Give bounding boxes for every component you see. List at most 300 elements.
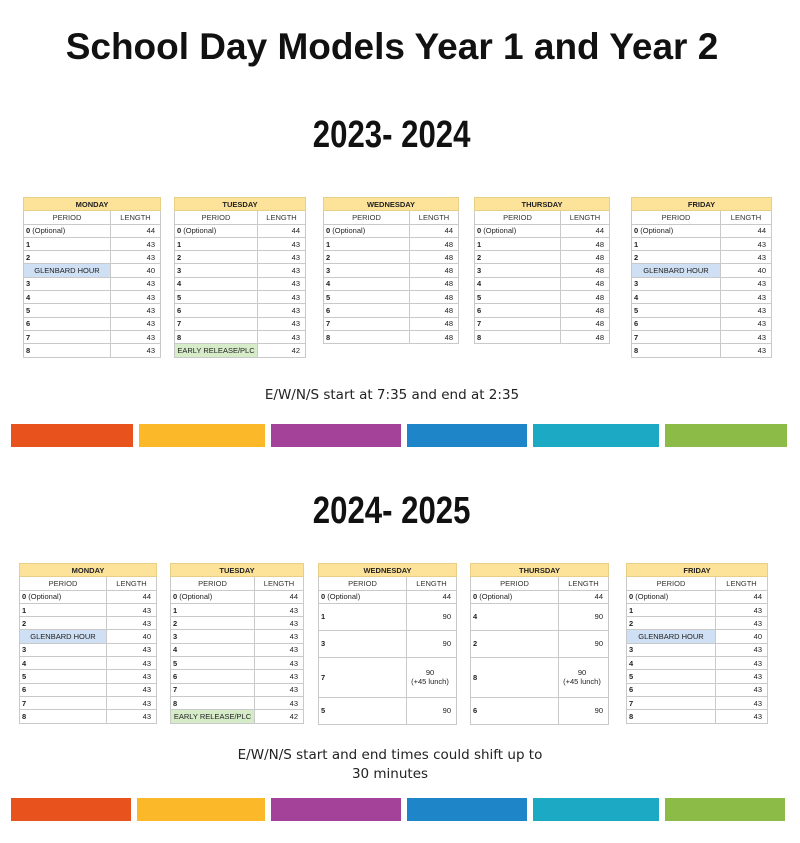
table-row — [319, 657, 457, 697]
period-column-header: PERIOD — [324, 211, 410, 224]
length-cell: 40 — [716, 630, 768, 643]
length-cell: 43 — [721, 237, 772, 250]
table-row — [627, 696, 768, 709]
length-cell: 43 — [111, 251, 161, 264]
table-row — [171, 643, 304, 656]
table-row — [24, 344, 161, 357]
period-number: 1 — [629, 605, 634, 615]
period-cell — [627, 710, 716, 723]
length-cell: 43 — [107, 603, 157, 616]
table-row — [632, 344, 772, 357]
period-number: 4 — [477, 279, 482, 289]
length-cell: 43 — [716, 670, 768, 683]
page-title: School Day Models Year 1 and Year 2 — [65, 26, 719, 67]
period-number: 2 — [26, 252, 31, 262]
period-number: 0 — [173, 592, 178, 602]
table-row — [627, 590, 768, 603]
table-row — [471, 697, 609, 724]
length-column-header: LENGTH — [407, 577, 457, 590]
period-cell — [475, 251, 561, 264]
length-cell — [407, 657, 457, 697]
period-number: 0 — [326, 226, 331, 236]
period-number: 1 — [634, 239, 639, 249]
period-cell — [175, 330, 258, 343]
schedule-table-friday — [631, 197, 772, 358]
period-number: 8 — [173, 698, 178, 708]
period-cell — [324, 237, 410, 250]
schedule-table-friday — [626, 563, 768, 724]
early-release-cell: EARLY RELEASE/PLC — [175, 344, 258, 357]
schedule-table-thursday — [470, 563, 609, 725]
table-row — [475, 251, 610, 264]
period-number: 4 — [326, 279, 331, 289]
schedule-table-tuesday — [174, 197, 306, 358]
day-header: THURSDAY — [471, 564, 609, 577]
period-column-header: PERIOD — [319, 577, 407, 590]
length-column-header: LENGTH — [258, 211, 306, 224]
period-number: 3 — [629, 645, 634, 655]
period-number: 1 — [326, 239, 331, 249]
length-cell: 43 — [258, 330, 306, 343]
length-cell: 43 — [716, 603, 768, 616]
table-row — [20, 643, 157, 656]
schedule-table-monday — [23, 197, 161, 358]
lunch-note: (+45 lunch) — [563, 677, 601, 687]
glenbard-hour-cell: GLENBARD HOUR — [627, 630, 716, 643]
period-number: 2 — [22, 618, 27, 628]
length-cell: 43 — [716, 710, 768, 723]
period-number: 6 — [477, 306, 482, 316]
length-cell: 43 — [111, 277, 161, 290]
period-number: 8 — [26, 345, 31, 355]
length-cell: 43 — [721, 317, 772, 330]
length-cell: 43 — [258, 237, 306, 250]
period-cell — [20, 670, 107, 683]
period-number: 3 — [477, 266, 482, 276]
period-cell — [24, 317, 111, 330]
length-column-header: LENGTH — [559, 577, 609, 590]
period-cell — [324, 277, 410, 290]
day-header: FRIDAY — [627, 564, 768, 577]
period-number: 2 — [634, 252, 639, 262]
length-cell: 43 — [258, 277, 306, 290]
period-number: 0 — [321, 592, 326, 602]
length-cell: 43 — [255, 696, 304, 709]
period-cell — [24, 304, 111, 317]
length-cell: 90 — [559, 630, 609, 657]
period-number: 7 — [321, 672, 326, 682]
length-value: 90 — [577, 668, 587, 678]
optional-label: (Optional) — [325, 592, 361, 602]
period-cell — [324, 317, 410, 330]
table-row — [175, 344, 306, 357]
table-row — [171, 683, 304, 696]
table-row — [319, 630, 457, 657]
table-row — [175, 291, 306, 304]
period-cell — [24, 251, 111, 264]
color-bar-row-2 — [11, 798, 785, 821]
length-cell: 43 — [721, 251, 772, 264]
table-row — [171, 670, 304, 683]
table-row — [175, 237, 306, 250]
length-cell: 48 — [410, 237, 459, 250]
table-row — [319, 590, 457, 603]
table-row — [632, 264, 772, 277]
schedule-table-wednesday — [318, 563, 457, 725]
length-cell: 44 — [407, 590, 457, 603]
table-row — [632, 224, 772, 237]
period-cell — [20, 696, 107, 709]
period-number: 1 — [321, 612, 326, 622]
table-row — [175, 224, 306, 237]
length-value: 90 — [425, 668, 435, 678]
table-row — [20, 670, 157, 683]
optional-label: (Optional) — [181, 226, 217, 236]
length-cell: 43 — [721, 277, 772, 290]
color-bar-segment — [407, 798, 527, 821]
length-cell: 44 — [255, 590, 304, 603]
table-row — [175, 330, 306, 343]
lunch-note: (+45 lunch) — [411, 677, 449, 687]
period-number: 6 — [473, 706, 478, 716]
period-cell — [324, 291, 410, 304]
length-cell: 43 — [255, 657, 304, 670]
period-cell — [175, 264, 258, 277]
day-header: MONDAY — [24, 198, 161, 211]
period-number: 6 — [22, 685, 27, 695]
table-row — [475, 304, 610, 317]
length-cell: 48 — [410, 304, 459, 317]
period-number: 2 — [173, 618, 178, 628]
table-row — [171, 630, 304, 643]
length-cell: 44 — [561, 224, 610, 237]
optional-label: (Optional) — [26, 592, 62, 602]
optional-label: (Optional) — [330, 226, 366, 236]
optional-label: (Optional) — [477, 592, 513, 602]
schedule-table-monday — [19, 563, 157, 724]
day-header: WEDNESDAY — [324, 198, 459, 211]
table-row — [632, 277, 772, 290]
period-cell — [20, 657, 107, 670]
length-cell: 40 — [111, 264, 161, 277]
table-row — [20, 603, 157, 616]
period-cell — [471, 590, 559, 603]
period-number: 4 — [473, 612, 478, 622]
length-cell: 43 — [258, 317, 306, 330]
color-bar-segment — [271, 798, 401, 821]
period-cell — [171, 696, 255, 709]
period-cell — [324, 330, 410, 343]
length-cell: 48 — [410, 317, 459, 330]
length-cell: 43 — [107, 710, 157, 723]
period-number: 3 — [22, 645, 27, 655]
length-cell: 48 — [561, 264, 610, 277]
year2-heading: 2024- 2025 — [312, 490, 471, 532]
period-number: 5 — [22, 672, 27, 682]
period-cell — [20, 590, 107, 603]
table-row — [475, 264, 610, 277]
table-row — [24, 317, 161, 330]
period-number: 8 — [473, 672, 478, 682]
period-number: 7 — [326, 319, 331, 329]
schedule-table-thursday — [474, 197, 610, 344]
period-number: 1 — [26, 239, 31, 249]
length-cell: 48 — [561, 291, 610, 304]
table-row — [24, 330, 161, 343]
table-row — [20, 710, 157, 723]
table-row — [627, 617, 768, 630]
length-cell: 43 — [258, 264, 306, 277]
table-row — [24, 264, 161, 277]
period-cell — [175, 304, 258, 317]
period-number: 5 — [173, 658, 178, 668]
table-row — [20, 590, 157, 603]
color-bar-segment — [533, 424, 659, 447]
period-cell — [175, 224, 258, 237]
period-number: 6 — [326, 306, 331, 316]
table-row — [475, 330, 610, 343]
period-number: 4 — [177, 279, 182, 289]
period-number: 4 — [22, 658, 27, 668]
period-number: 2 — [326, 252, 331, 262]
length-cell: 43 — [716, 657, 768, 670]
period-cell — [24, 291, 111, 304]
length-cell: 44 — [107, 590, 157, 603]
table-row — [627, 657, 768, 670]
table-row — [627, 710, 768, 723]
length-cell: 43 — [111, 237, 161, 250]
table-row — [175, 251, 306, 264]
period-cell — [20, 683, 107, 696]
day-header: FRIDAY — [632, 198, 772, 211]
period-number: 2 — [177, 252, 182, 262]
length-cell: 90 — [407, 630, 457, 657]
length-cell: 43 — [255, 643, 304, 656]
period-cell — [475, 224, 561, 237]
color-bar-segment — [137, 798, 265, 821]
glenbard-hour-cell: GLENBARD HOUR — [24, 264, 111, 277]
table-row — [324, 224, 459, 237]
length-column-header: LENGTH — [255, 577, 304, 590]
length-cell: 48 — [410, 291, 459, 304]
period-cell — [319, 697, 407, 724]
table-row — [632, 304, 772, 317]
period-column-header: PERIOD — [475, 211, 561, 224]
length-cell: 43 — [716, 617, 768, 630]
length-cell: 43 — [107, 670, 157, 683]
period-cell — [632, 237, 721, 250]
length-cell: 48 — [561, 251, 610, 264]
period-cell — [175, 291, 258, 304]
length-cell: 43 — [716, 643, 768, 656]
period-number: 6 — [629, 685, 634, 695]
period-number: 5 — [177, 292, 182, 302]
period-cell — [632, 224, 721, 237]
table-row — [471, 603, 609, 630]
table-row — [324, 317, 459, 330]
table-row — [171, 710, 304, 723]
period-cell — [324, 304, 410, 317]
color-bar-segment — [665, 798, 785, 821]
table-row — [632, 330, 772, 343]
length-cell: 44 — [258, 224, 306, 237]
length-cell: 43 — [258, 251, 306, 264]
length-cell: 48 — [561, 317, 610, 330]
period-cell — [475, 330, 561, 343]
table-row — [24, 277, 161, 290]
period-number: 7 — [22, 698, 27, 708]
length-cell: 43 — [255, 630, 304, 643]
schedule-table-wednesday — [323, 197, 459, 344]
length-cell: 43 — [107, 643, 157, 656]
table-row — [627, 603, 768, 616]
length-cell — [559, 657, 609, 697]
length-cell: 90 — [407, 603, 457, 630]
period-cell — [627, 670, 716, 683]
length-cell: 90 — [559, 603, 609, 630]
period-cell — [319, 603, 407, 630]
period-cell — [175, 251, 258, 264]
table-row — [632, 237, 772, 250]
period-cell — [171, 603, 255, 616]
period-number: 0 — [22, 592, 27, 602]
period-cell — [171, 590, 255, 603]
table-row — [324, 330, 459, 343]
length-cell: 43 — [721, 291, 772, 304]
period-number: 8 — [634, 345, 639, 355]
optional-label: (Optional) — [481, 226, 517, 236]
period-number: 7 — [26, 332, 31, 342]
table-row — [471, 630, 609, 657]
length-cell: 43 — [107, 683, 157, 696]
optional-label: (Optional) — [633, 592, 669, 602]
period-number: 7 — [634, 332, 639, 342]
length-cell: 43 — [107, 617, 157, 630]
period-cell — [632, 277, 721, 290]
table-row — [324, 264, 459, 277]
period-number: 5 — [26, 306, 31, 316]
table-row — [475, 224, 610, 237]
period-cell — [627, 657, 716, 670]
length-cell: 43 — [721, 344, 772, 357]
length-cell: 43 — [721, 304, 772, 317]
length-column-header: LENGTH — [721, 211, 772, 224]
period-cell — [632, 330, 721, 343]
period-column-header: PERIOD — [627, 577, 716, 590]
period-cell — [175, 317, 258, 330]
color-bar-segment — [533, 798, 659, 821]
length-cell: 43 — [111, 330, 161, 343]
period-cell — [20, 643, 107, 656]
period-cell — [171, 643, 255, 656]
length-cell: 43 — [107, 657, 157, 670]
period-cell — [475, 277, 561, 290]
table-row — [324, 277, 459, 290]
optional-label: (Optional) — [30, 226, 66, 236]
table-row — [171, 696, 304, 709]
table-row — [20, 630, 157, 643]
period-number: 8 — [477, 332, 482, 342]
period-number: 2 — [629, 618, 634, 628]
day-header: THURSDAY — [475, 198, 610, 211]
period-number: 3 — [26, 279, 31, 289]
period-cell — [171, 670, 255, 683]
year2-note: E/W/N/S start and end times could shift up to 30 minutes — [237, 747, 543, 782]
length-cell: 43 — [111, 344, 161, 357]
length-column-header: LENGTH — [111, 211, 161, 224]
color-bar-segment — [11, 798, 131, 821]
length-cell: 43 — [111, 291, 161, 304]
period-cell — [324, 264, 410, 277]
period-number: 4 — [173, 645, 178, 655]
length-cell: 48 — [561, 277, 610, 290]
table-row — [319, 697, 457, 724]
table-row — [324, 291, 459, 304]
period-column-header: PERIOD — [171, 577, 255, 590]
period-cell — [627, 643, 716, 656]
period-number: 8 — [326, 332, 331, 342]
period-cell — [20, 603, 107, 616]
table-row — [627, 643, 768, 656]
period-column-header: PERIOD — [175, 211, 258, 224]
period-cell — [632, 291, 721, 304]
period-cell — [20, 710, 107, 723]
table-row — [324, 251, 459, 264]
length-cell: 48 — [561, 304, 610, 317]
period-cell — [20, 617, 107, 630]
period-number: 6 — [177, 306, 182, 316]
period-cell — [627, 617, 716, 630]
length-cell: 42 — [258, 344, 306, 357]
length-cell: 48 — [410, 264, 459, 277]
length-cell: 43 — [255, 603, 304, 616]
table-row — [324, 304, 459, 317]
period-number: 0 — [477, 226, 482, 236]
period-number: 3 — [634, 279, 639, 289]
period-number: 1 — [477, 239, 482, 249]
period-column-header: PERIOD — [24, 211, 111, 224]
table-row — [175, 277, 306, 290]
early-release-cell: EARLY RELEASE/PLC — [171, 710, 255, 723]
length-cell: 43 — [255, 683, 304, 696]
color-bar-segment — [271, 424, 401, 447]
length-cell: 44 — [716, 590, 768, 603]
period-cell — [171, 630, 255, 643]
period-number: 3 — [326, 266, 331, 276]
table-row — [319, 603, 457, 630]
color-bar-segment — [665, 424, 787, 447]
period-number: 4 — [629, 658, 634, 668]
table-row — [475, 237, 610, 250]
period-cell — [24, 237, 111, 250]
table-row — [475, 277, 610, 290]
period-number: 3 — [321, 639, 326, 649]
period-number: 8 — [629, 711, 634, 721]
period-cell — [475, 264, 561, 277]
length-cell: 42 — [255, 710, 304, 723]
day-header: WEDNESDAY — [319, 564, 457, 577]
length-cell: 40 — [721, 264, 772, 277]
period-number: 7 — [629, 698, 634, 708]
length-column-header: LENGTH — [561, 211, 610, 224]
day-header: TUESDAY — [171, 564, 304, 577]
period-cell — [24, 330, 111, 343]
period-cell — [24, 224, 111, 237]
period-cell — [627, 683, 716, 696]
period-number: 0 — [634, 226, 639, 236]
period-cell — [475, 237, 561, 250]
period-number: 0 — [473, 592, 478, 602]
